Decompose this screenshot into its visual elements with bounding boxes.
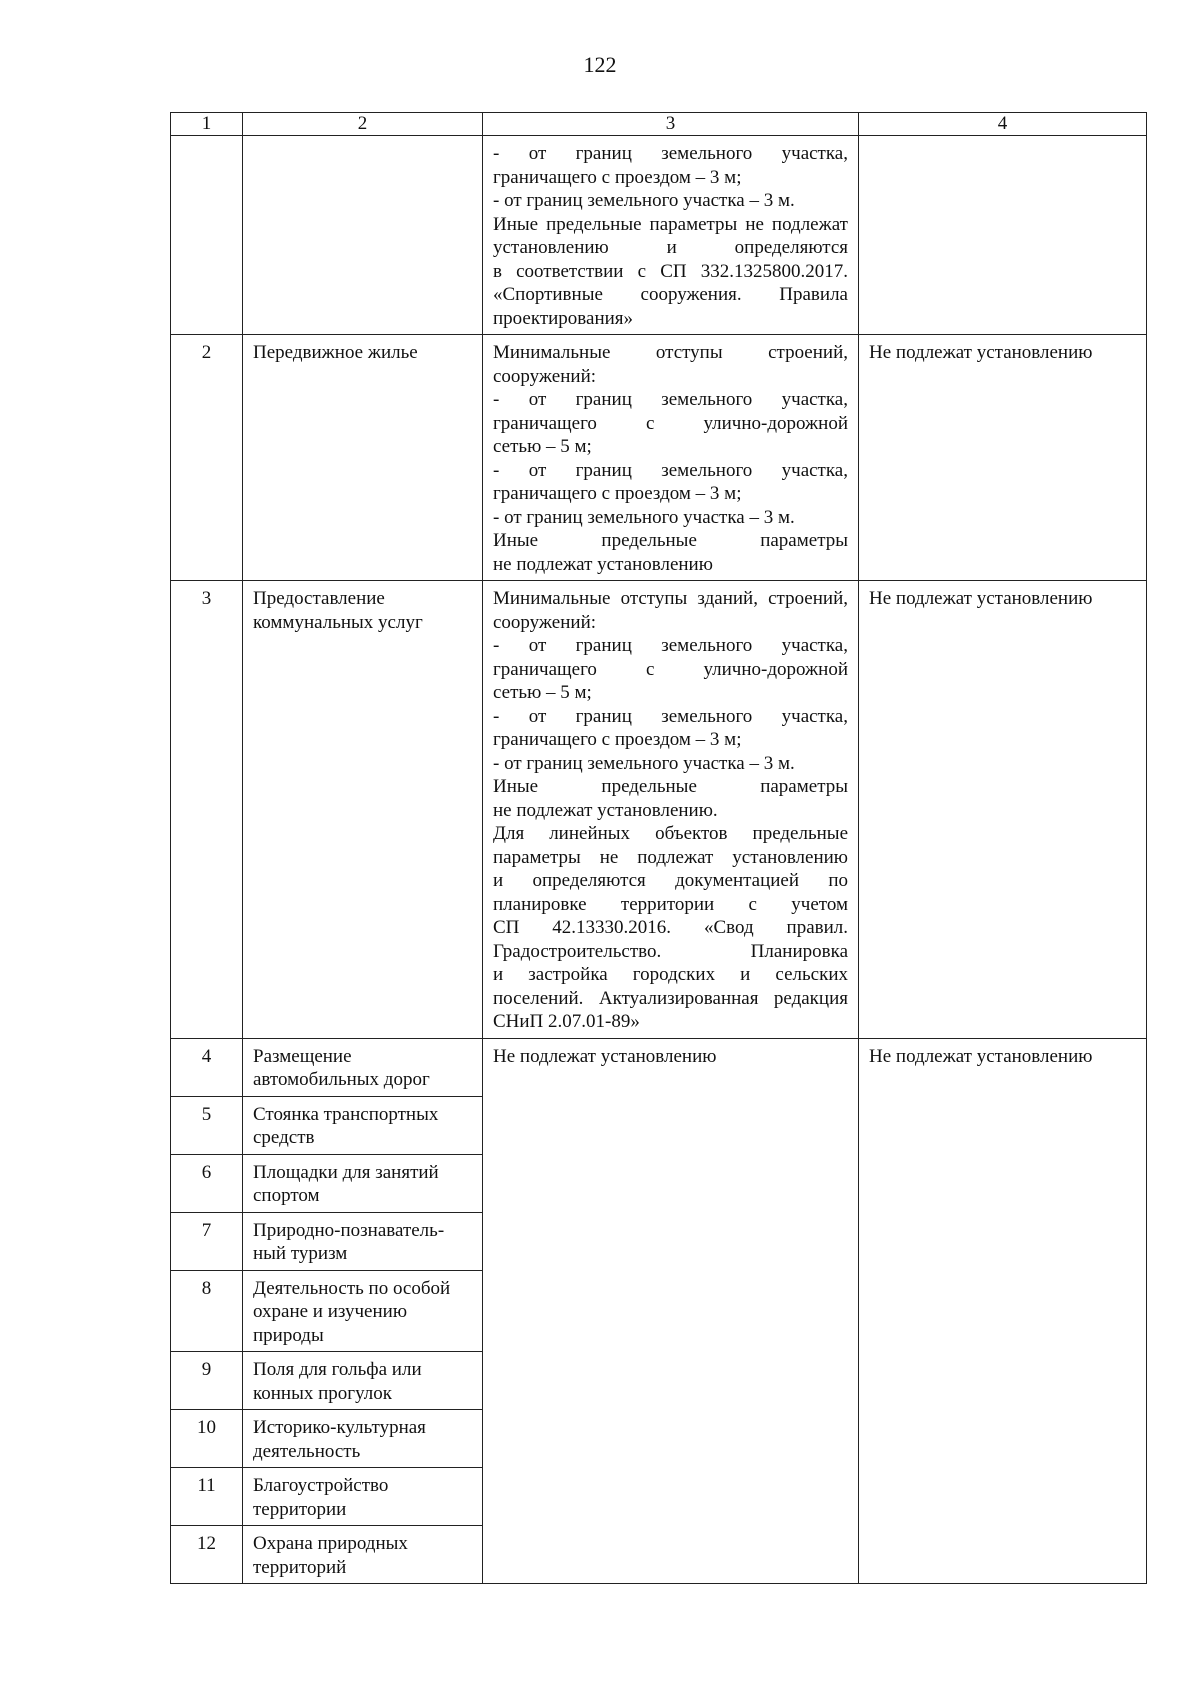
text-line: Для линейных объектов предельные	[493, 823, 848, 844]
row-number: 10	[171, 1410, 243, 1468]
use-name: Деятельность по особой охране и изучению природы	[243, 1270, 483, 1352]
row-number: 6	[171, 1154, 243, 1212]
parameters-cell: Не подлежат установлению	[483, 1038, 859, 1584]
text-line: - от границ земельного участка,	[493, 705, 848, 727]
regulations-table	[170, 112, 1147, 1584]
text-line: граничащего с проездом – 3 м;	[493, 729, 742, 750]
header-cell-1: 1	[171, 113, 243, 136]
row-number: 3	[171, 581, 243, 1039]
header-cell-3: 3	[483, 113, 859, 136]
table-row	[171, 335, 1147, 581]
text-line: граничащего с улично-дорожной	[493, 412, 848, 434]
other-params-cell: Не подлежат установлению	[859, 1038, 1147, 1584]
text-line: граничащего с проездом – 3 м;	[493, 166, 742, 188]
other-params-cell: Не подлежат установлению	[859, 581, 1147, 1039]
text-line: Иные предельные параметры	[493, 530, 848, 551]
text-line: - от границ земельного участка – 3 м.	[493, 190, 795, 211]
use-name: Благоустройство территории	[243, 1468, 483, 1526]
text-line: - от границ земельного участка – 3 м.	[493, 506, 795, 528]
header-cell-2: 2	[243, 113, 483, 136]
text-line: не подлежат установлению	[493, 553, 713, 575]
row-number: 11	[171, 1468, 243, 1526]
text-line: СП 42.13330.2016. «Свод правил.	[493, 917, 848, 938]
text-line: «Спортивные сооружения. Правила	[493, 284, 848, 305]
use-name: Площадки для занятий спортом	[243, 1154, 483, 1212]
text-line: Иные предельные параметры	[493, 776, 848, 797]
parameters-cell	[483, 581, 859, 1039]
header-cell-4: 4	[859, 113, 1147, 136]
text-line: сооружений:	[493, 365, 597, 387]
use-name: Поля для гольфа или конных прогулок	[243, 1352, 483, 1410]
text-line: Минимальные отступы строений,	[493, 342, 848, 363]
use-name: Стоянка транспортных средств	[243, 1096, 483, 1154]
text-line: не подлежат установлению.	[493, 799, 718, 821]
parameters-cell	[483, 335, 859, 581]
use-name: Историко-культурная деятельность	[243, 1410, 483, 1468]
row-number: 2	[171, 335, 243, 581]
text-line: установлению и определяются	[493, 237, 848, 258]
row-number: 4	[171, 1038, 243, 1096]
text-line: сооружений:	[493, 611, 597, 633]
row-number: 5	[171, 1096, 243, 1154]
text-line: Иные предельные параметры не подлежат	[493, 213, 848, 235]
text-line: и застройка городских и сельских	[493, 964, 848, 985]
header-row	[171, 113, 1147, 136]
text-line: граничащего с улично-дорожной	[493, 658, 848, 680]
text-line: - от границ земельного участка,	[493, 459, 848, 481]
text-line: - от границ земельного участка – 3 м.	[493, 752, 795, 774]
row-number: 8	[171, 1270, 243, 1352]
text-line: проектирования»	[493, 307, 634, 329]
text-line: планировке территории с учетом	[493, 893, 848, 915]
text-line: сетью – 5 м;	[493, 682, 592, 703]
text-line: - от границ земельного участка,	[493, 635, 848, 656]
other-params-cell	[859, 136, 1147, 335]
text-line: в соответствии с СП 332.1325800.2017.	[493, 260, 848, 282]
text-line: Минимальные отступы зданий, строений,	[493, 588, 848, 609]
row-number: 9	[171, 1352, 243, 1410]
row-number-cell	[171, 136, 243, 335]
use-name-cell	[243, 136, 483, 335]
continuation-row	[171, 136, 1147, 335]
text-line: - от границ земельного участка,	[493, 389, 848, 410]
row-number: 12	[171, 1526, 243, 1584]
other-params-cell: Не подлежат установлению	[859, 335, 1147, 581]
row-number: 7	[171, 1212, 243, 1270]
text-line: поселений. Актуализированная редакция	[493, 987, 848, 1009]
table-row	[171, 581, 1147, 1039]
use-name: Предоставление коммунальных услуг	[243, 581, 483, 1039]
page-number: 122	[583, 52, 617, 77]
table-row	[171, 1038, 1147, 1096]
use-name: Природно-познаватель-ный туризм	[243, 1212, 483, 1270]
parameters-cell	[483, 136, 859, 335]
use-name: Размещение автомобильных дорог	[243, 1038, 483, 1096]
text-line: и определяются документацией по	[493, 870, 848, 891]
text-line: - от границ земельного участка,	[493, 143, 848, 164]
text-line: СНиП 2.07.01-89»	[493, 1011, 640, 1032]
use-name: Охрана природных территорий	[243, 1526, 483, 1584]
use-name: Передвижное жилье	[243, 335, 483, 581]
text-line: граничащего с проездом – 3 м;	[493, 483, 742, 504]
text-line: параметры не подлежат установлению	[493, 846, 848, 868]
text-line: Градостроительство. Планировка	[493, 940, 848, 962]
text-line: сетью – 5 м;	[493, 436, 592, 457]
